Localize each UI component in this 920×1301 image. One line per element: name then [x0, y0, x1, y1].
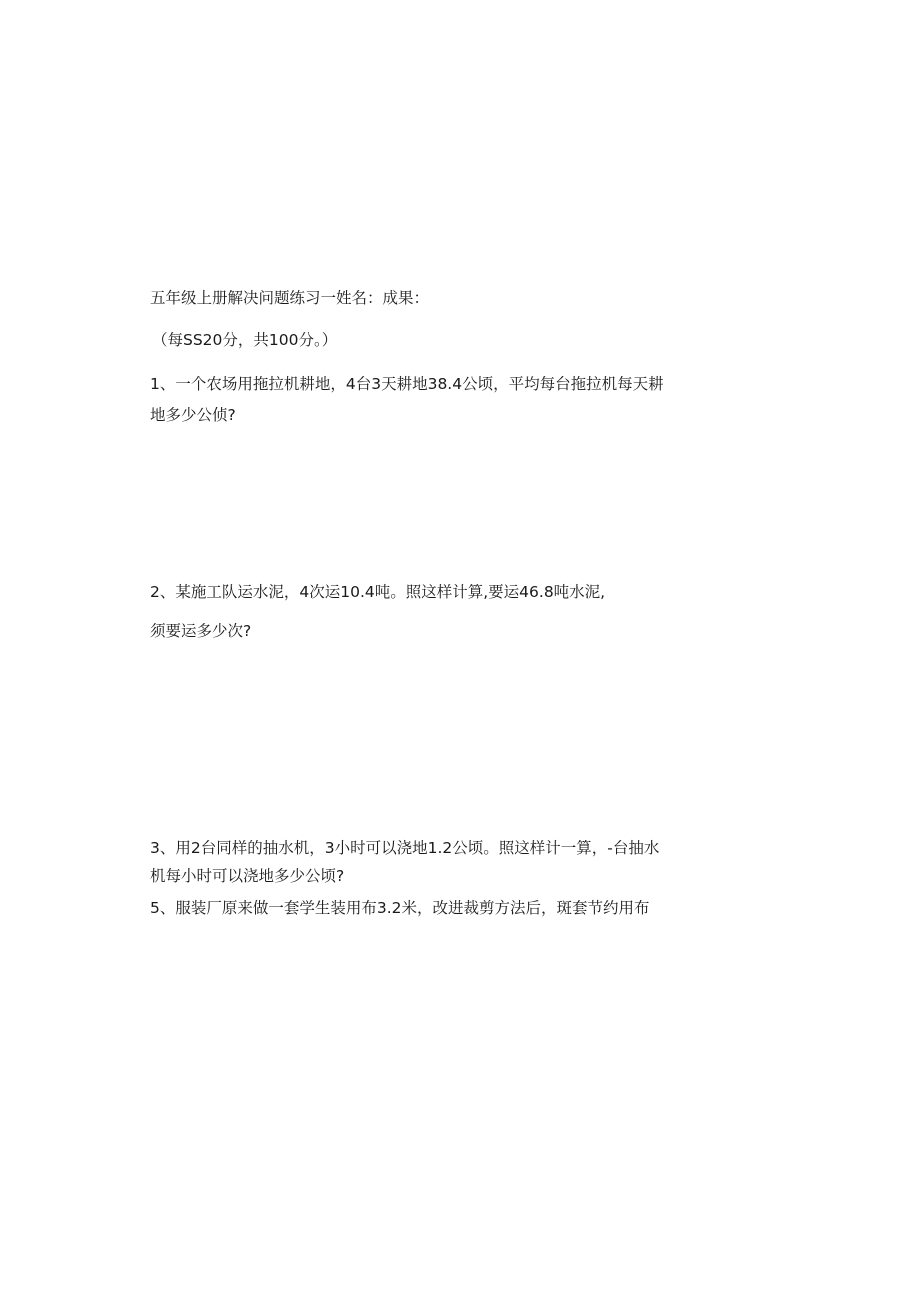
question-1-line-2: 地多少公侦? — [150, 406, 236, 424]
question-2-line-1: 2、某施工队运水泥，4次运10.4吨。照这样计算,要运46.8吨水泥, — [150, 583, 606, 601]
question-5-line-1: 5、服装厂原来做一套学生装用布3.2米，改进裁剪方法后，斑套节约用布 — [150, 899, 650, 917]
scoring-note: （每SS20分，共100分。） — [152, 331, 338, 349]
question-1-line-1: 1、一个农场用拖拉机耕地，4台3天耕地38.4公顷，平均每台拖拉机每天耕 — [150, 375, 664, 393]
worksheet-header: 五年级上册解决问题练习一姓名：成果： — [150, 289, 430, 307]
question-2-line-2: 须要运多少次? — [150, 622, 252, 640]
question-3-line-2: 机每小时可以浇地多少公顷? — [150, 867, 345, 885]
question-3-line-1: 3、用2台同样的抽水机，3小时可以浇地1.2公顷。照这样计一算，-台抽水 — [150, 839, 660, 857]
